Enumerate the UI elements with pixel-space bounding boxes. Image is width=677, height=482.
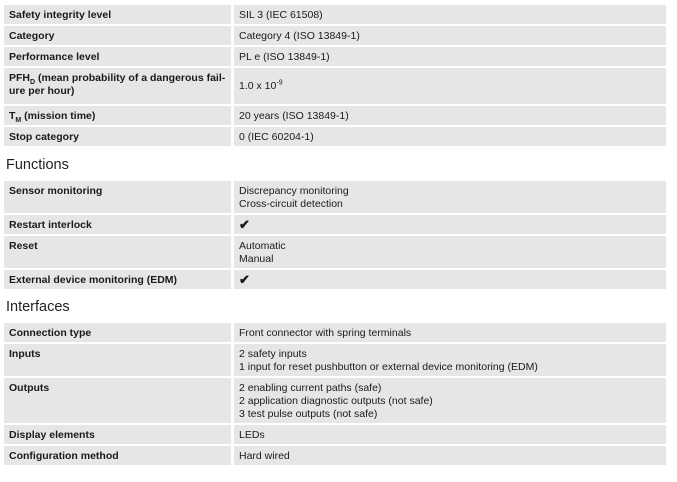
functions-table — [4, 179, 666, 291]
value-line: 2 safety inputs — [239, 348, 307, 360]
interfaces-heading: Interfaces — [6, 299, 70, 315]
row-value — [234, 323, 666, 342]
table-row — [4, 68, 666, 104]
tm-label-rest: (mission time) — [21, 110, 96, 122]
row-value — [234, 215, 666, 234]
row-key: Inputs — [4, 344, 234, 376]
table-row — [4, 215, 666, 234]
row-value — [234, 344, 666, 376]
table-row — [4, 446, 666, 465]
table-row — [4, 5, 666, 24]
value-line: 2 enabling current paths (safe) — [239, 382, 382, 394]
table-row — [4, 236, 666, 268]
row-key: Outputs — [4, 378, 234, 423]
row-value — [234, 270, 666, 289]
value-line: LEDs — [239, 429, 265, 441]
table-row — [4, 323, 666, 342]
table-row — [4, 378, 666, 423]
table-row — [4, 344, 666, 376]
interfaces-table — [4, 321, 666, 467]
row-key: Stop category — [4, 127, 234, 146]
row-key: Sensor monitoring — [4, 181, 234, 213]
row-key — [4, 68, 234, 104]
row-value: Category 4 (ISO 13849-1) — [234, 26, 666, 45]
value-line: 1 input for reset pushbutton or external device monitoring (EDM) — [239, 361, 538, 373]
table-row — [4, 26, 666, 45]
row-key: Connection type — [4, 323, 234, 342]
row-value — [234, 181, 666, 213]
pfh-label: PFH — [9, 72, 30, 84]
value-line: Manual — [239, 253, 274, 265]
tm-subscript: M — [15, 117, 22, 125]
value-line: Automatic — [239, 240, 286, 252]
row-value: 0 (IEC 60204-1) — [234, 127, 666, 146]
check-icon: ✔ — [239, 272, 250, 287]
table-row — [4, 106, 666, 125]
check-icon: ✔ — [239, 217, 250, 232]
pfh-label-rest: (mean probability of a dangerous fail- — [35, 72, 226, 84]
table-row — [4, 270, 666, 289]
functions-heading: Functions — [6, 157, 69, 173]
row-value: 20 years (ISO 13849-1) — [234, 106, 666, 125]
table-row — [4, 47, 666, 66]
row-key: Performance level — [4, 47, 234, 66]
value-line: 3 test pulse outputs (not safe) — [239, 408, 378, 420]
row-value — [234, 425, 666, 444]
row-key: External device monitoring (EDM) — [4, 270, 234, 289]
row-value — [234, 378, 666, 423]
row-key — [4, 106, 234, 125]
pfh-subscript: D — [30, 79, 36, 87]
table-row — [4, 181, 666, 213]
row-key: Category — [4, 26, 234, 45]
pfh-label-line2: ure per hour) — [9, 85, 75, 97]
row-value — [234, 68, 666, 104]
value-line: 2 application diagnostic outputs (not safe) — [239, 395, 433, 407]
row-value — [234, 236, 666, 268]
value-line: Front connector with spring terminals — [239, 327, 412, 339]
table-row — [4, 127, 666, 146]
pfh-exponent: -9 — [276, 79, 283, 86]
row-key: Configuration method — [4, 446, 234, 465]
row-value: PL e (ISO 13849-1) — [234, 47, 666, 66]
safety-table — [4, 3, 666, 148]
value-line: Cross-circuit detection — [239, 198, 343, 210]
row-key: Safety integrity level — [4, 5, 234, 24]
row-key: Reset — [4, 236, 234, 268]
table-row — [4, 425, 666, 444]
value-line: Hard wired — [239, 450, 290, 462]
row-key: Display elements — [4, 425, 234, 444]
row-value: SIL 3 (IEC 61508) — [234, 5, 666, 24]
tm-label: T — [9, 110, 16, 122]
pfh-value: 1.0 x 10 — [239, 79, 277, 92]
row-key: Restart interlock — [4, 215, 234, 234]
value-line: Discrepancy monitoring — [239, 185, 349, 197]
row-value — [234, 446, 666, 465]
